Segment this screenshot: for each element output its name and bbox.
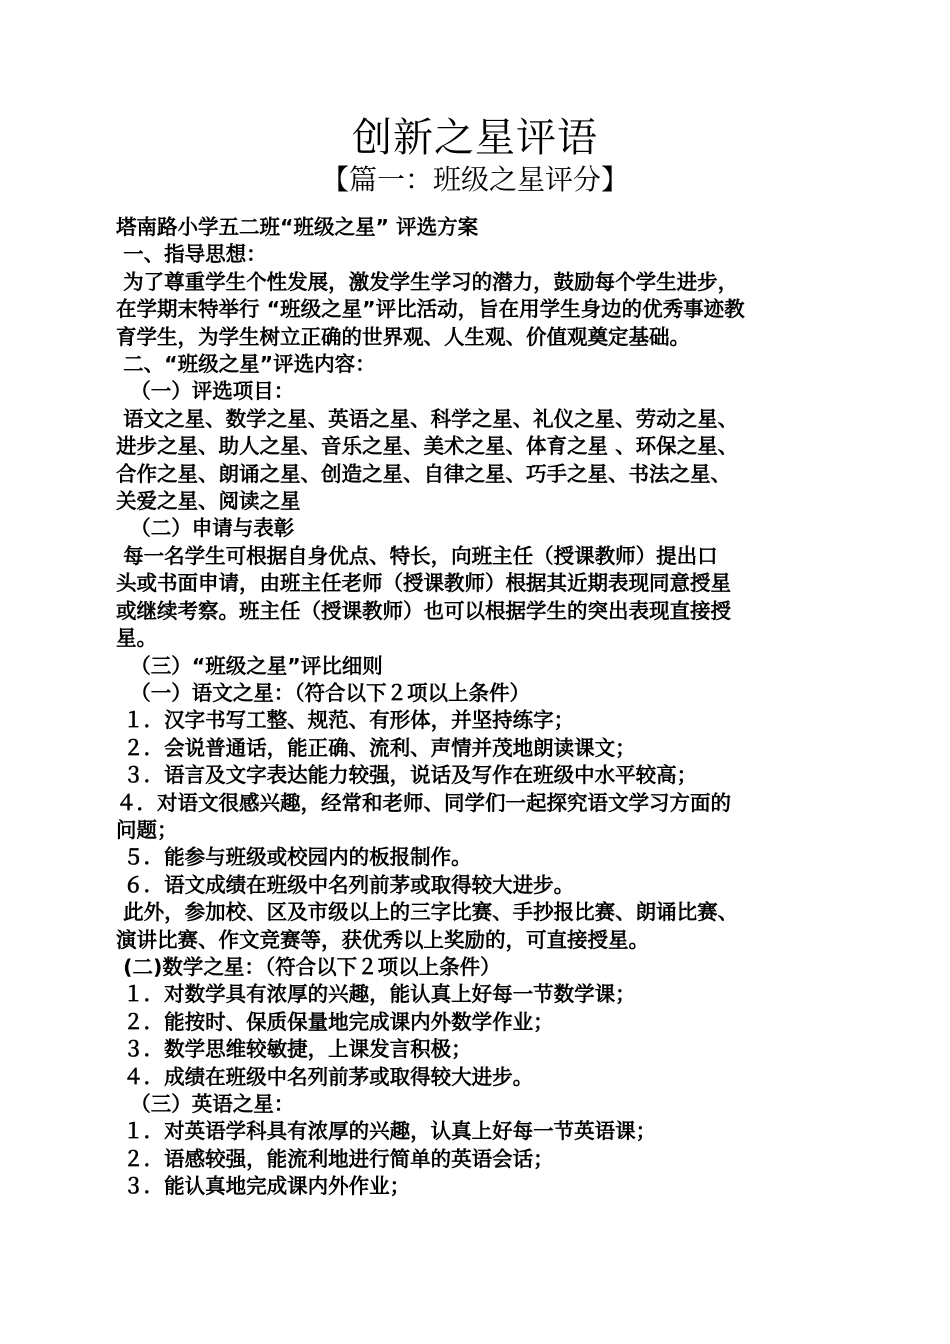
text-line: ２．会说普通话，能正确、流利、声情并茂地朗读课文；: [116, 735, 636, 760]
text-line: 演讲比赛、作文竞赛等，获优秀以上奖励的，可直接授星。: [116, 927, 649, 952]
text-line: 育学生，为学生树立正确的世界观、人生观、价值观奠定基础。: [116, 324, 690, 349]
text-line: 为了尊重学生个性发展，激发学生学习的潜力，鼓励每个学生进步，: [116, 269, 739, 294]
text-line: ３．数学思维较敏捷，上课发言积极；: [116, 1037, 472, 1062]
text-line: ３．语言及文字表达能力较强，说话及写作在班级中水平较高；: [116, 763, 698, 788]
text-line: （二）申请与表彰: [116, 516, 295, 541]
text-line: 头或书面申请，由班主任老师（授课教师）根据其近期表现同意授星: [116, 571, 731, 596]
text-line: １．汉字书写工整、规范、有形体，并坚持练字；: [116, 708, 575, 733]
text-line: （三）英语之星：: [116, 1092, 295, 1116]
text-line: 在学期末特举行 “班级之星”评比活动，旨在用学生身边的优秀事迹教: [116, 297, 745, 322]
text-line: 二、“班级之星”评选内容：: [116, 352, 376, 377]
text-line: （一）评选项目：: [116, 379, 295, 404]
text-line: 合作之星、朗诵之星、创造之星、自律之星、巧手之星、书法之星、: [116, 461, 731, 486]
text-line: （一）语文之星：（符合以下２项以上条件）: [116, 680, 531, 705]
document-subtitle: 【篇一：班级之星评分】: [320, 163, 629, 196]
text-line: ６．语文成绩在班级中名列前茅或取得较大进步。: [116, 872, 575, 897]
text-line: （三）“班级之星”评比细则: [116, 653, 383, 678]
text-line: (二)数学之星：（符合以下２项以上条件）: [116, 954, 501, 979]
text-line: ２．语感较强，能流利地进行简单的英语会话；: [116, 1146, 554, 1171]
text-line: 此外，参加校、区及市级以上的三字比赛、手抄报比赛、朗诵比赛、: [116, 900, 739, 925]
text-line: 进步之星、助人之星、音乐之星、美术之星、体育之星 、环保之星、: [116, 434, 739, 459]
text-line: 问题；: [116, 817, 178, 842]
text-line: ２．能按时、保质保量地完成课内外数学作业；: [116, 1009, 554, 1034]
document-title: 创新之星评语: [352, 115, 598, 161]
text-line: 塔南路小学五二班“班级之星” 评选方案: [116, 215, 479, 239]
text-line: ５．能参与班级或校园内的板报制作。: [116, 845, 472, 870]
text-line: 一、指导思想：: [116, 242, 267, 267]
text-line: 或继续考察。班主任（授课教师）也可以根据学生的突出表现直接授: [116, 598, 731, 623]
text-line: 每一名学生可根据自身优点、特长，向班主任（授课教师）提出口: [116, 543, 718, 568]
text-line: ３．能认真地完成课内外作业；: [116, 1174, 411, 1199]
text-line: １．对数学具有浓厚的兴趣，能认真上好每一节数学课；: [116, 982, 636, 1007]
text-line: 关爱之星、阅读之星: [116, 489, 301, 514]
document-body: [116, 214, 838, 1201]
text-line: 星。: [116, 626, 157, 651]
text-line: １．对英语学科具有浓厚的兴趣，认真上好每一节英语课；: [116, 1119, 657, 1144]
text-line: ４．对语文很感兴趣，经常和老师、同学们一起探究语文学习方面的: [116, 790, 731, 815]
text-line: ４．成绩在班级中名列前茅或取得较大进步。: [116, 1064, 534, 1089]
text-line: 语文之星、数学之星、英语之星、科学之星、礼仪之星、劳动之星、: [116, 406, 739, 431]
